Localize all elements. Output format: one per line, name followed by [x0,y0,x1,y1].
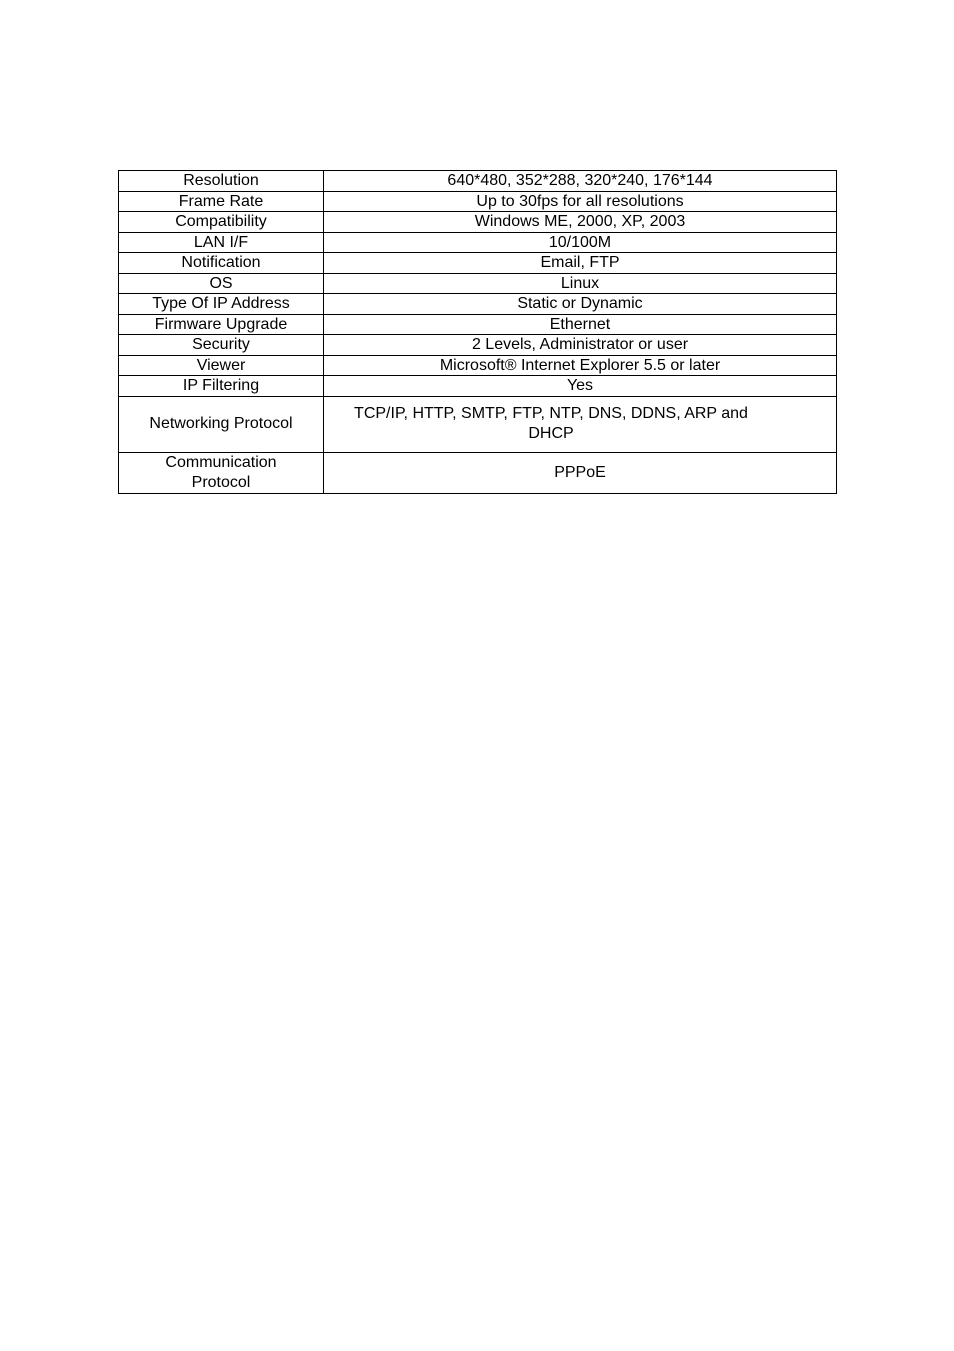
spec-label: Compatibility [119,212,324,233]
spec-label: OS [119,273,324,294]
spec-label-cell [119,452,324,493]
table-row [119,452,837,493]
spec-label: Type Of IP Address [119,294,324,315]
spec-label: Networking Protocol [119,396,324,452]
spec-value: Ethernet [324,314,837,335]
table-row [119,191,837,212]
spec-value: 10/100M [324,232,837,253]
specifications-table [118,170,837,494]
spec-value: 640*480, 352*288, 320*240, 176*144 [324,171,837,192]
spec-label: Resolution [119,171,324,192]
spec-value: TCP/IP, HTTP, SMTP, FTP, NTP, DNS, DDNS, ARP and DHCP [354,405,748,442]
table-row [119,355,837,376]
table-row [119,335,837,356]
spec-value: Linux [324,273,837,294]
spec-value: Static or Dynamic [324,294,837,315]
table-row [119,314,837,335]
table-row [119,232,837,253]
spec-value-cell [324,396,837,452]
spec-value: Up to 30fps for all resolutions [324,191,837,212]
spec-value: Yes [324,376,837,397]
spec-label: LAN I/F [119,232,324,253]
spec-value: PPPoE [324,452,837,493]
spec-label: Viewer [119,355,324,376]
spec-value: Windows ME, 2000, XP, 2003 [324,212,837,233]
spec-label: Security [119,335,324,356]
table-row [119,273,837,294]
spec-value: 2 Levels, Administrator or user [324,335,837,356]
table-row [119,171,837,192]
spec-label: Communication Protocol [165,453,277,491]
spec-label: IP Filtering [119,376,324,397]
spec-label: Notification [119,253,324,274]
spec-value: Microsoft® Internet Explorer 5.5 or later [324,355,837,376]
spec-value: Email, FTP [324,253,837,274]
table-row [119,396,837,452]
table-row [119,253,837,274]
spec-label: Frame Rate [119,191,324,212]
table-row [119,376,837,397]
spec-label: Firmware Upgrade [119,314,324,335]
table-row [119,212,837,233]
table-row [119,294,837,315]
